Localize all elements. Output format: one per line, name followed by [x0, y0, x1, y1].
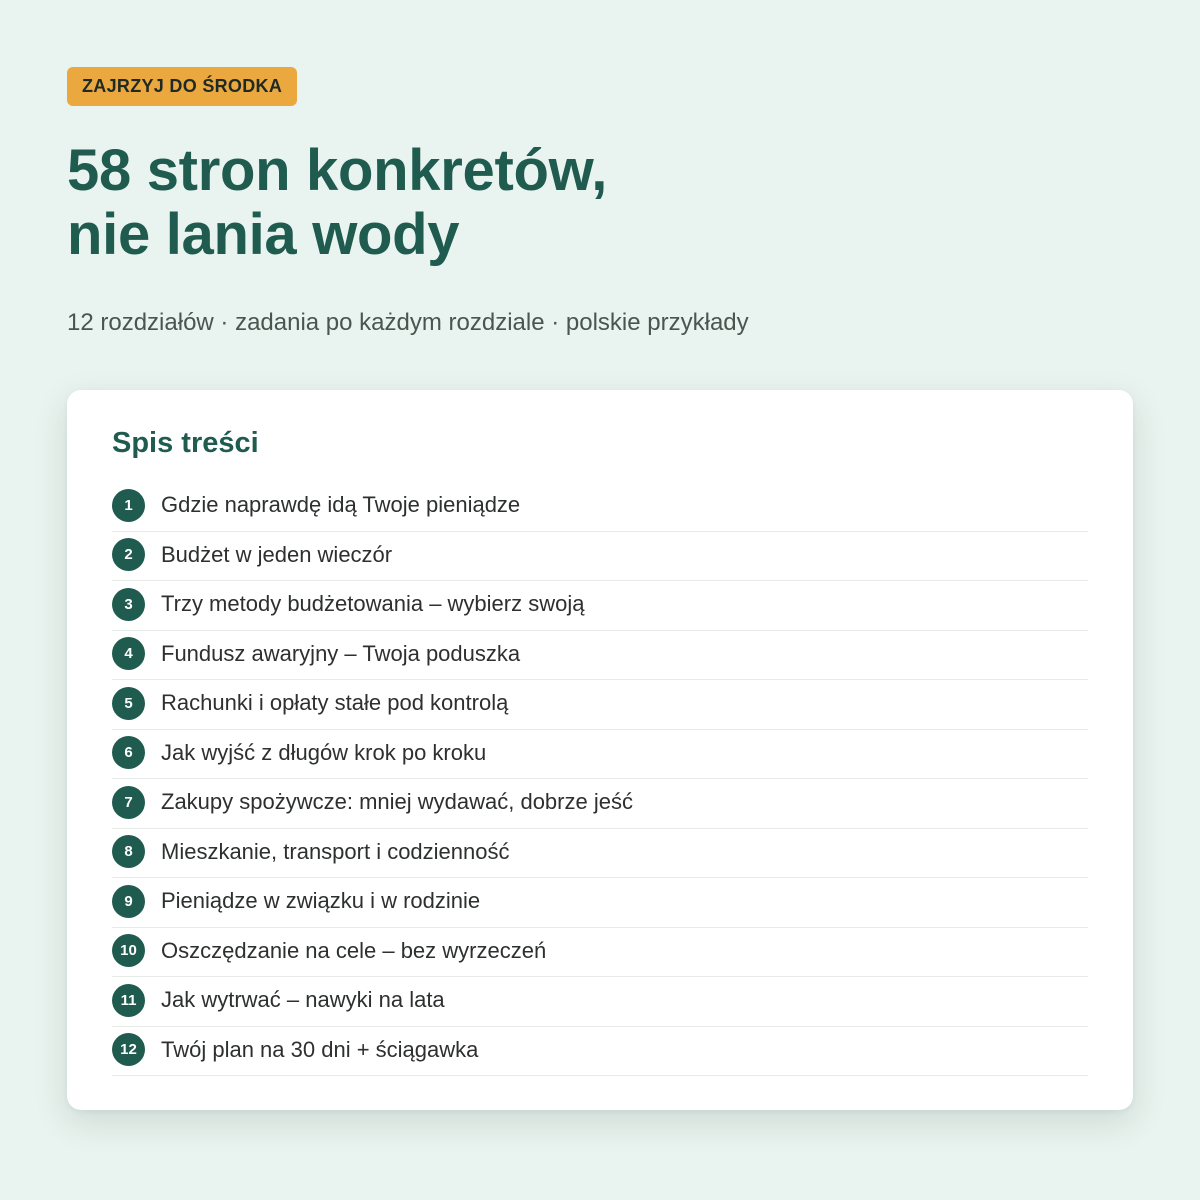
page-subtitle: 12 rozdziałów · zadania po każdym rozdziale · polskie przykłady: [67, 309, 749, 336]
chapter-number-badge: 7: [112, 786, 145, 819]
chapter-title: Zakupy spożywcze: mniej wydawać, dobrze jeść: [161, 789, 633, 815]
chapter-number-badge: 12: [112, 1033, 145, 1066]
chapter-number-badge: 10: [112, 934, 145, 967]
toc-item: [112, 730, 1088, 780]
section-badge: ZAJRZYJ DO ŚRODKA: [67, 67, 297, 106]
page-title: [67, 139, 1133, 267]
toc-item: [112, 878, 1088, 928]
chapter-number-badge: 11: [112, 984, 145, 1017]
toc-item: [112, 581, 1088, 631]
chapter-title: Jak wyjść z długów krok po kroku: [161, 739, 487, 765]
chapter-number-badge: 9: [112, 885, 145, 918]
chapter-number-badge: 3: [112, 588, 145, 621]
chapter-title: Fundusz awaryjny – Twoja poduszka: [161, 640, 521, 666]
title-line-1: 58 stron konkretów,: [67, 138, 608, 203]
toc-title: Spis treści: [112, 427, 259, 459]
chapter-title: Twój plan na 30 dni + ściągawka: [161, 1036, 479, 1062]
chapter-title: Rachunki i opłaty stałe pod kontrolą: [161, 690, 509, 716]
chapter-title: Gdzie naprawdę idą Twoje pieniądze: [161, 492, 521, 518]
chapter-number-badge: 5: [112, 687, 145, 720]
toc-item: [112, 1027, 1088, 1077]
chapter-title: Oszczędzanie na cele – bez wyrzeczeń: [161, 937, 547, 963]
chapter-number-badge: 1: [112, 489, 145, 522]
chapter-title: Jak wytrwać – nawyki na lata: [161, 987, 445, 1013]
toc-list: [112, 482, 1088, 1076]
chapter-number-badge: 6: [112, 736, 145, 769]
chapter-number-badge: 8: [112, 835, 145, 868]
toc-item: [112, 928, 1088, 978]
chapter-title: Pieniądze w związku i w rodzinie: [161, 888, 481, 914]
title-line-2: nie lania wody: [67, 202, 460, 267]
toc-item: [112, 482, 1088, 532]
chapter-title: Trzy metody budżetowania – wybierz swoją: [161, 591, 585, 617]
chapter-number-badge: 4: [112, 637, 145, 670]
toc-card: [67, 390, 1133, 1110]
toc-item: [112, 829, 1088, 879]
chapter-title: Mieszkanie, transport i codzienność: [161, 838, 510, 864]
toc-item: [112, 680, 1088, 730]
page: [67, 67, 1133, 1062]
toc-item: [112, 779, 1088, 829]
toc-item: [112, 631, 1088, 681]
chapter-number-badge: 2: [112, 538, 145, 571]
toc-item: [112, 977, 1088, 1027]
chapter-title: Budżet w jeden wieczór: [161, 541, 393, 567]
toc-item: [112, 532, 1088, 582]
